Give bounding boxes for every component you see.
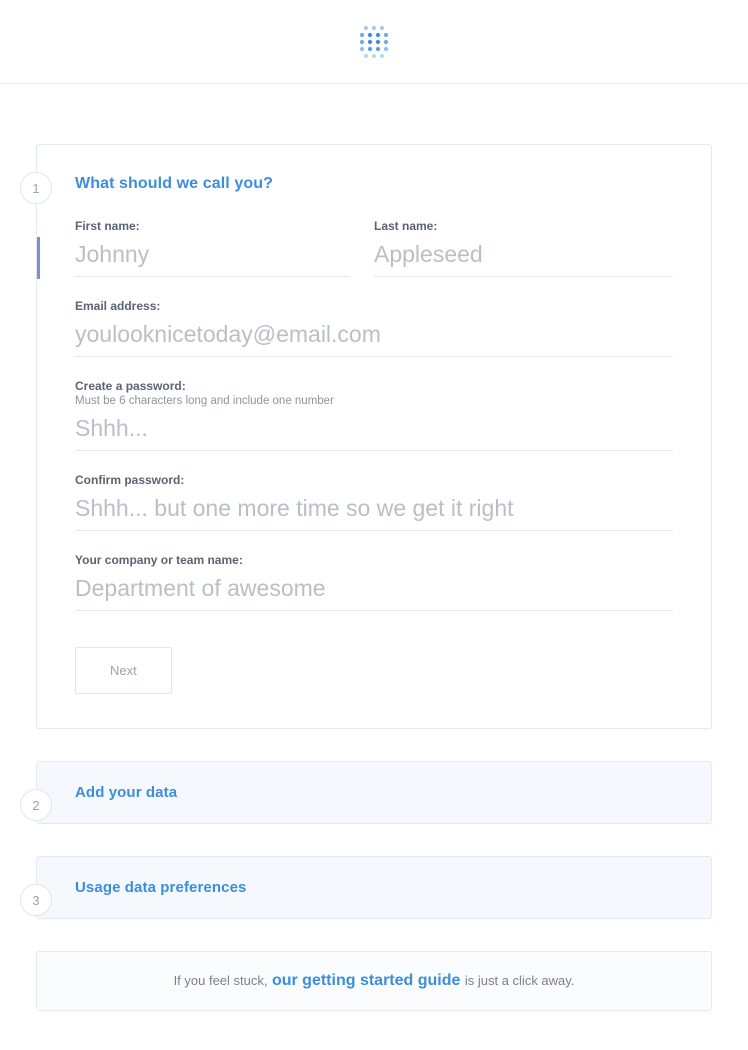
last-name-input[interactable]	[374, 239, 673, 277]
help-footer-panel	[36, 951, 712, 1011]
password-field	[75, 379, 673, 451]
step-2[interactable]	[32, 761, 712, 824]
step-1	[32, 144, 712, 729]
last-name-label: Last name:	[374, 219, 438, 233]
email-label: Email address:	[75, 299, 161, 313]
password-label: Create a password:	[75, 379, 186, 393]
password-input[interactable]	[75, 413, 673, 451]
step-2-badge: 2	[20, 789, 52, 821]
step-1-title: What should we call you?	[75, 175, 273, 192]
step-3-badge: 3	[20, 884, 52, 916]
step-3[interactable]	[32, 856, 712, 919]
step-2-title: Add your data	[75, 784, 178, 801]
app-header	[0, 0, 748, 84]
step-3-title: Usage data preferences	[75, 879, 247, 896]
confirm-password-field	[75, 473, 673, 531]
step-2-panel[interactable]	[36, 761, 712, 824]
last-name-field	[374, 219, 673, 277]
name-row	[75, 219, 673, 299]
password-hint: Must be 6 characters long and include one number	[75, 395, 334, 407]
step-1-badge: 1	[20, 172, 52, 204]
help-text-after: is just a click away.	[464, 973, 575, 988]
confirm-password-input[interactable]	[75, 493, 673, 531]
confirm-password-label: Confirm password:	[75, 473, 185, 487]
company-field	[75, 553, 673, 611]
first-name-label: First name:	[75, 219, 140, 233]
email-field	[75, 299, 673, 357]
first-name-input[interactable]	[75, 239, 350, 277]
help-text-before: If you feel stuck,	[173, 973, 268, 988]
first-name-field	[75, 219, 350, 277]
step-3-panel[interactable]	[36, 856, 712, 919]
help-footer	[36, 951, 712, 1011]
getting-started-guide-link[interactable]: our getting started guide	[271, 972, 461, 989]
step-1-panel	[36, 144, 712, 729]
company-input[interactable]	[75, 573, 673, 611]
signup-wizard	[0, 84, 748, 1011]
dot-grid-logo	[352, 20, 396, 64]
email-input[interactable]	[75, 319, 673, 357]
next-button[interactable]: Next	[75, 647, 172, 694]
company-label: Your company or team name:	[75, 553, 243, 567]
